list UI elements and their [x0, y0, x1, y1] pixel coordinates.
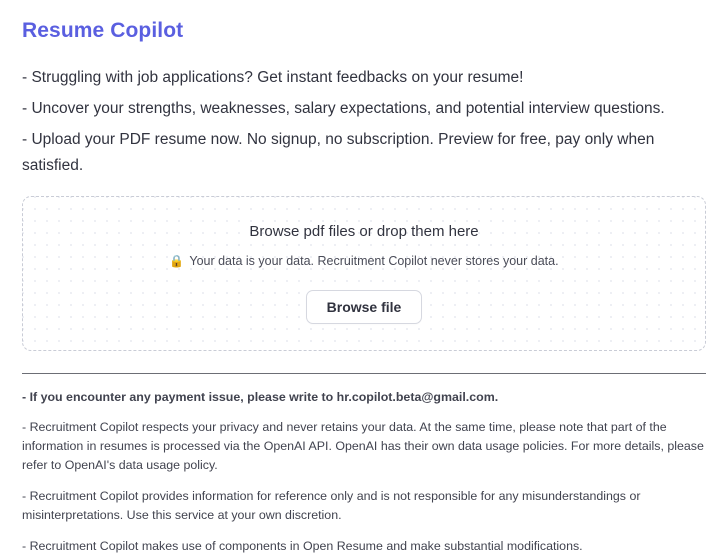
- dropzone-privacy-text: Your data is your data. Recruitment Copilot never stores your data.: [189, 253, 559, 268]
- intro-section: [22, 65, 706, 177]
- footer-disclaimer: - Recruitment Copilot provides information for reference only and is not responsible for any misunderstandings or misinterpretations. Use this service at your own discretion.: [22, 489, 641, 522]
- intro-line-1: - Struggling with job applications? Get instant feedbacks on your resume!: [22, 69, 524, 87]
- dropzone-title: Browse pdf files or drop them here: [249, 222, 479, 240]
- page-title: Resume Copilot: [22, 19, 184, 42]
- browse-file-button[interactable]: Browse file: [306, 290, 423, 324]
- intro-line-3: - Upload your PDF resume now. No signup, no subscription. Preview for free, pay only when satisfied.: [22, 131, 655, 174]
- dropzone-privacy-note: [33, 254, 695, 268]
- file-dropzone[interactable]: [22, 196, 706, 351]
- footer-divider: [22, 373, 706, 374]
- footer-payment-notice: - If you encounter any payment issue, please write to hr.copilot.beta@gmail.com.: [22, 389, 499, 404]
- footer-attribution: - Recruitment Copilot makes use of components in Open Resume and make substantial modifications.: [22, 538, 583, 553]
- lock-icon: 🔒: [169, 253, 185, 268]
- footer-privacy-policy: - Recruitment Copilot respects your privacy and never retains your data. At the same time, please note that part of the information in resumes is processed via the OpenAI API. OpenAI has their own data usage policies. For more details, please refer to OpenAI's data usage policy.: [22, 420, 704, 473]
- footer-section: [22, 388, 706, 556]
- intro-line-2: - Uncover your strengths, weaknesses, salary expectations, and potential interview questions.: [22, 100, 665, 118]
